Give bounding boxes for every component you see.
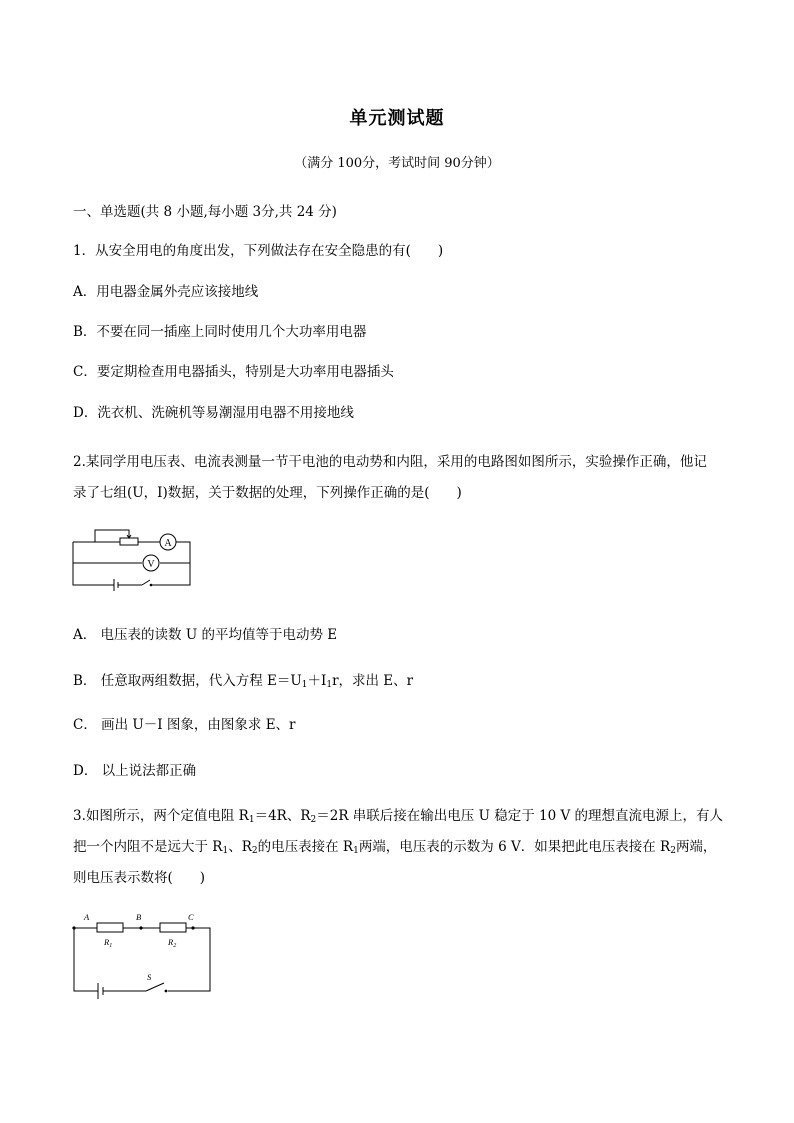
q3-label-r1: $R_1$ xyxy=(104,937,113,949)
q1-option-d: D．洗衣机、洗碗机等易潮湿用电器不用接地线 xyxy=(73,405,354,421)
q3-stem-line2 xyxy=(73,835,716,856)
q3-l2-text1: 把一个内阻不是远大于 R xyxy=(73,839,223,855)
q3-label-c: C xyxy=(188,912,194,922)
q2-option-a: A． 电压表的读数 U 的平均值等于电动势 E xyxy=(73,627,338,643)
q1-option-b: B．不要在同一插座上同时使用几个大功率用电器 xyxy=(73,324,367,340)
q3-circuit-figure xyxy=(70,910,215,1002)
q3-node-a-dot xyxy=(72,926,75,929)
q2-option-b-sub2: 1 xyxy=(326,680,333,690)
q3-label-s: S xyxy=(147,972,152,982)
section-heading: 一、单选题(共 8 小题,每小题 3分,共 24 分) xyxy=(73,204,337,220)
q2-circuit-figure xyxy=(70,522,194,592)
q3-l2-text5: 两端， xyxy=(675,839,717,855)
q3-l2-sub3: 1 xyxy=(353,846,359,856)
q3-l1-sub2: 2 xyxy=(310,815,317,825)
q3-label-r2: $R_2$ xyxy=(168,937,177,949)
q3-l2-sub2: 2 xyxy=(251,846,258,856)
q3-l1-text2: ＝4R、R xyxy=(254,808,311,824)
q2-option-b-text2: ＋I xyxy=(307,673,327,689)
q3-stem-line3: 则电压表示数将( ) xyxy=(73,870,206,886)
q3-l2-sub4: 2 xyxy=(670,846,676,856)
q2-stem-line2: 录了七组(U，I)数据，关于数据的处理，下列操作正确的是( ) xyxy=(73,485,462,501)
q3-l2-text2: 、R xyxy=(228,839,252,855)
q3-node-b-dot xyxy=(139,926,142,929)
page-title: 单元测试题 xyxy=(349,108,445,129)
q1-option-a: A．用电器金属外壳应该接地线 xyxy=(73,284,259,300)
q3-l2-text4: 两端，电压表的示数为 6 V．如果把此电压表接在 R xyxy=(358,839,671,855)
q3-node-c-dot xyxy=(191,926,194,929)
q1-option-c: C．要定期检查用电器插头，特别是大功率用电器插头 xyxy=(73,364,394,380)
q2-option-c: C． 画出 U－I 图象，由图象求 E、r xyxy=(73,717,296,733)
q2-option-b-text3: r，求出 E、r xyxy=(332,673,414,689)
q2-option-b-sub1: 1 xyxy=(301,680,308,690)
q3-label-a: A xyxy=(84,912,90,922)
q3-l1-text3: ＝2R 串联后接在输出电压 U 稳定于 10 V 的理想直流电源上，有人 xyxy=(316,808,724,824)
q3-switch-contact xyxy=(165,990,168,993)
q3-stem-line1 xyxy=(73,804,723,825)
q2-stem-line1: 2.某同学用电压表、电流表测量一节干电池的电动势和内阻，采用的电路图如图所示，实验操作正确，他记 xyxy=(73,454,707,470)
q2-option-b-text1: B． 任意取两组数据，代入方程 E＝U xyxy=(73,673,302,689)
q3-l2-text3: 的电压表接在 R xyxy=(257,839,354,855)
q2-option-b xyxy=(73,669,413,690)
q3-l1-sub1: 1 xyxy=(248,815,255,825)
q3-label-b: B xyxy=(136,912,142,922)
q2-ammeter-label: A xyxy=(164,538,172,549)
page-subtitle: （满分 100分，考试时间 90分钟） xyxy=(294,156,500,171)
q2-voltmeter-label: V xyxy=(147,559,155,570)
q2-option-d: D． 以上说法都正确 xyxy=(73,763,197,779)
q3-l2-sub1: 1 xyxy=(222,846,229,856)
q2-switch-contact xyxy=(150,584,153,587)
q3-l1-text1: 3.如图所示，两个定值电阻 R xyxy=(73,808,249,824)
q1-stem: 1．从安全用电的角度出发，下列做法存在安全隐患的有( ) xyxy=(73,243,444,259)
